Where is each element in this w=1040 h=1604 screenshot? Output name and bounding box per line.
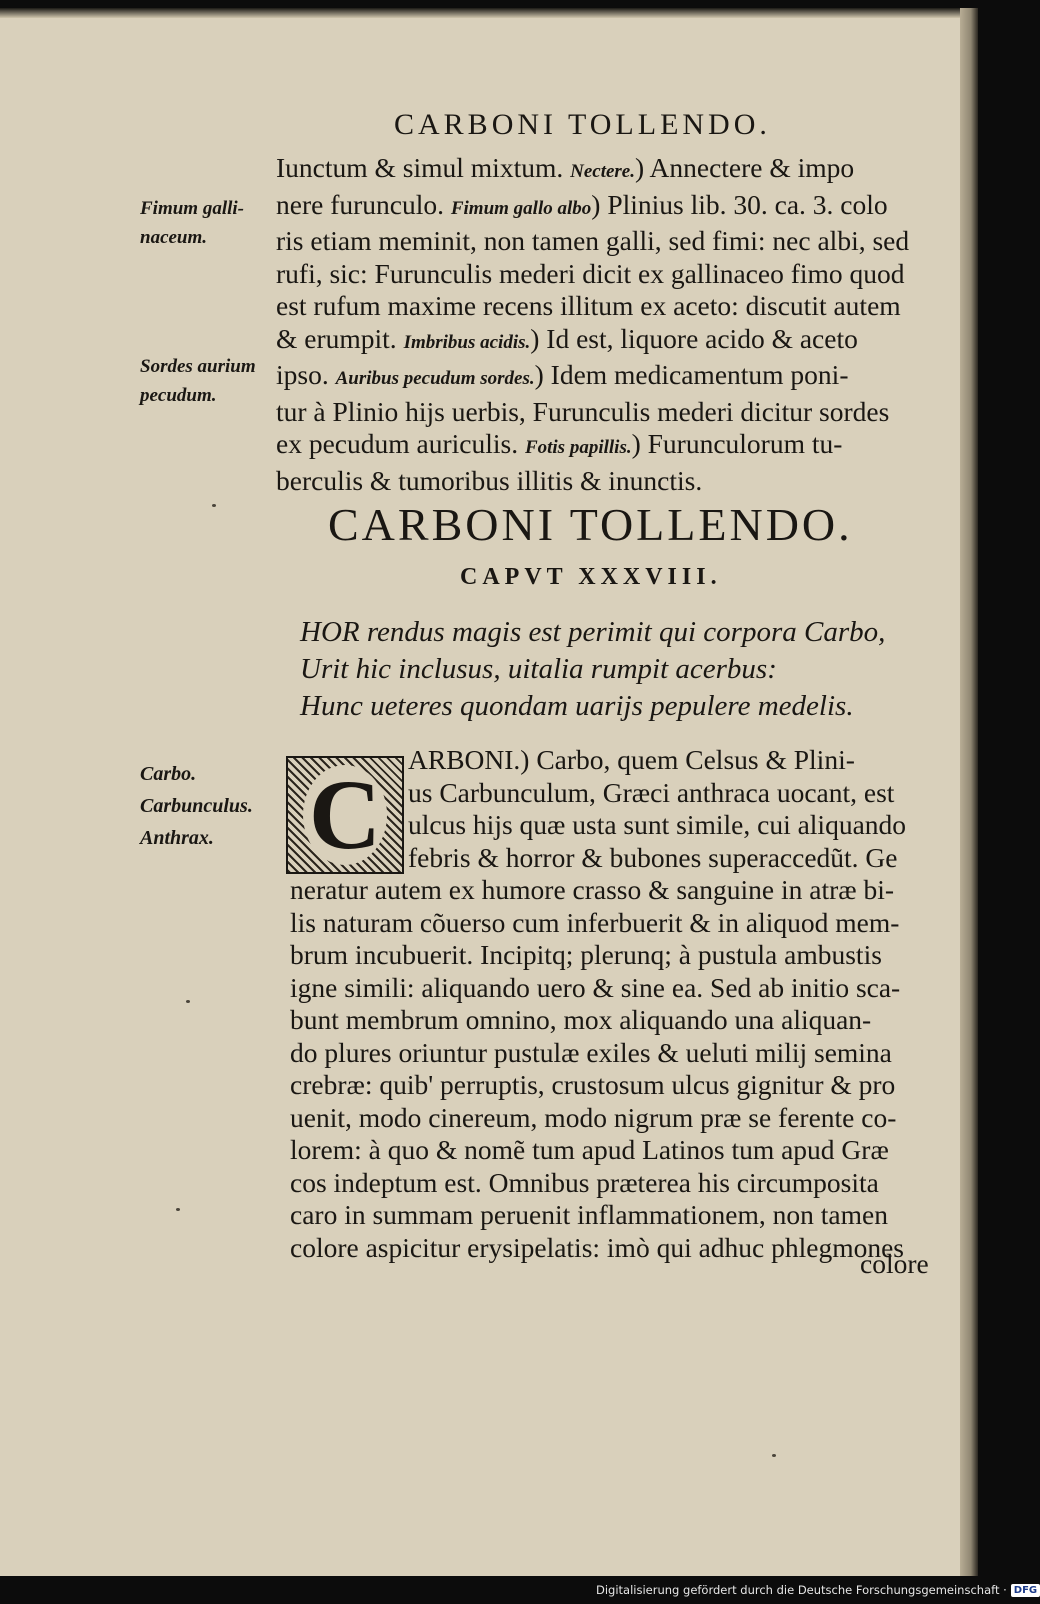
lemma-reference: Fimum gallo albo [450, 197, 592, 219]
text-line: febris & horror & bubones superaccedũt. Ge [408, 841, 898, 873]
text-run: & erumpit. [276, 322, 404, 354]
text-line [276, 189, 941, 226]
text-line: colore aspicitur erysipelatis: imò qui adhuc phlegmones [290, 1231, 905, 1263]
book-page [0, 8, 978, 1576]
text-run: rufi, sic: Furunculis mederi dicit ex gallinaceo fimo quod [276, 257, 905, 289]
catchword: colore [860, 1248, 929, 1279]
text-run: ) Id est, liquore acido & aceto [530, 322, 858, 354]
page-top-edge [0, 8, 978, 18]
footer-text: Digitalisierung gefördert durch die Deutsche Forschungsgemeinschaft · [596, 1583, 1007, 1597]
text-run: berculis & tumoribus illitis & inunctis. [276, 464, 703, 496]
text-run: ) Idem medicamentum poni- [534, 359, 849, 390]
text-run: ex pecudum auriculis. [276, 428, 525, 459]
text-line [276, 396, 941, 429]
margin-note-line: naceum. [140, 227, 208, 248]
text-line [276, 258, 941, 291]
initial-letter: C [303, 765, 387, 865]
margin-note-line: Sordes aurium [140, 356, 256, 377]
text-line: bunt membrum omnino, mox aliquando una aliquan- [290, 1004, 872, 1035]
margin-note-line: Carbo. [140, 763, 197, 785]
text-line [276, 428, 941, 465]
text-run: ) Furunculorum tu- [631, 428, 843, 459]
text-run: ) Annectere & impo [635, 152, 855, 183]
text-line: brum incubuerit. Incipitq; plerunq; à pustula ambustis [290, 939, 882, 970]
margin-note-line: Anthrax. [140, 827, 214, 849]
margin-note-line: Fimum galli- [140, 198, 244, 219]
text-run: est rufum maxime recens illitum ex aceto: discutit autem [276, 290, 901, 321]
text-line: lorem: à quo & nomẽ tum apud Latinos tum apud Græ [290, 1134, 889, 1165]
paragraph-1 [276, 152, 941, 497]
text-line [276, 465, 941, 498]
text-run: ) Plinius lib. 30. ca. 3. colo [591, 188, 888, 220]
dfg-logo-icon: DFG [1011, 1584, 1040, 1597]
lemma-reference: Nectere. [570, 161, 635, 182]
margin-note-line: pecudum. [140, 385, 217, 406]
margin-note-carbo [140, 758, 270, 854]
text-run: tur à Plinio hijs uerbis, Furunculis mederi dicitur sordes [276, 395, 890, 427]
text-line: ARBONI.) Carbo, quem Celsus & Plini- [408, 744, 855, 775]
ink-speck [772, 1454, 776, 1457]
text-run: ris etiam meminit, non tamen galli, sed fimi: nec albi, sed [276, 225, 910, 256]
running-head: CARBONI TOLLENDO. [394, 108, 771, 141]
verse-line: HOR rendus magis est perimit qui corpora Carbo, [300, 616, 886, 648]
text-line [276, 152, 941, 189]
lemma-reference: Imbribus acidis. [403, 331, 531, 353]
text-line [276, 323, 941, 360]
text-line: cos indeptum est. Omnibus præterea his circumposita [290, 1166, 879, 1198]
verse-line: Hunc ueteres quondam uarijs pepulere medelis. [300, 690, 854, 722]
text-line [276, 225, 941, 258]
lemma-reference: Fotis papillis. [524, 437, 632, 458]
text-line: crebræ: quib' perruptis, crustosum ulcus gignitur & pro [290, 1069, 896, 1100]
text-run: ipso. [276, 359, 336, 390]
text-line [276, 290, 941, 323]
text-line: lis naturam cõuerso cum inferbuerit & in aliquod mem- [290, 906, 900, 938]
text-run: Iunctum & simul mixtum. [276, 152, 571, 183]
lemma-reference: Auribus pecudum sordes. [335, 368, 535, 389]
ink-speck [186, 1000, 190, 1003]
text-line: us Carbunculum, Græci anthraca uocant, est [408, 776, 895, 808]
margin-note-fimum [140, 194, 270, 252]
verse-block [300, 614, 940, 725]
text-line: neratur autem ex humore crasso & sanguine in atræ bi- [290, 874, 895, 905]
margin-note-sordes [140, 352, 270, 410]
paragraph-2 [290, 744, 942, 1264]
text-line: uenit, modo cinereum, modo nigrum præ se ferente co- [290, 1101, 897, 1133]
margin-note-line: Carbunculus. [140, 795, 253, 817]
digitization-footer [596, 1580, 1038, 1600]
text-line: do plures oriuntur pustulæ exiles & ueluti milij semina [290, 1036, 892, 1068]
chapter-title: CARBONI TOLLENDO. [328, 499, 853, 550]
ink-speck [176, 1208, 180, 1211]
text-line: caro in summam peruenit inflammationem, non tamen [290, 1199, 888, 1230]
chapter-number: CAPVT XXXVIII. [460, 564, 722, 590]
text-line: igne simili: aliquando uero & sine ea. Sed ab initio sca- [290, 971, 901, 1003]
text-run: nere furunculo. [276, 188, 451, 220]
page-spine [960, 8, 978, 1576]
ink-speck [212, 504, 216, 507]
text-line [276, 359, 941, 396]
text-line: ulcus hijs quæ usta sunt simile, cui aliquando [408, 809, 907, 840]
verse-line: Urit hic inclusus, uitalia rumpit acerbus: [300, 653, 777, 685]
